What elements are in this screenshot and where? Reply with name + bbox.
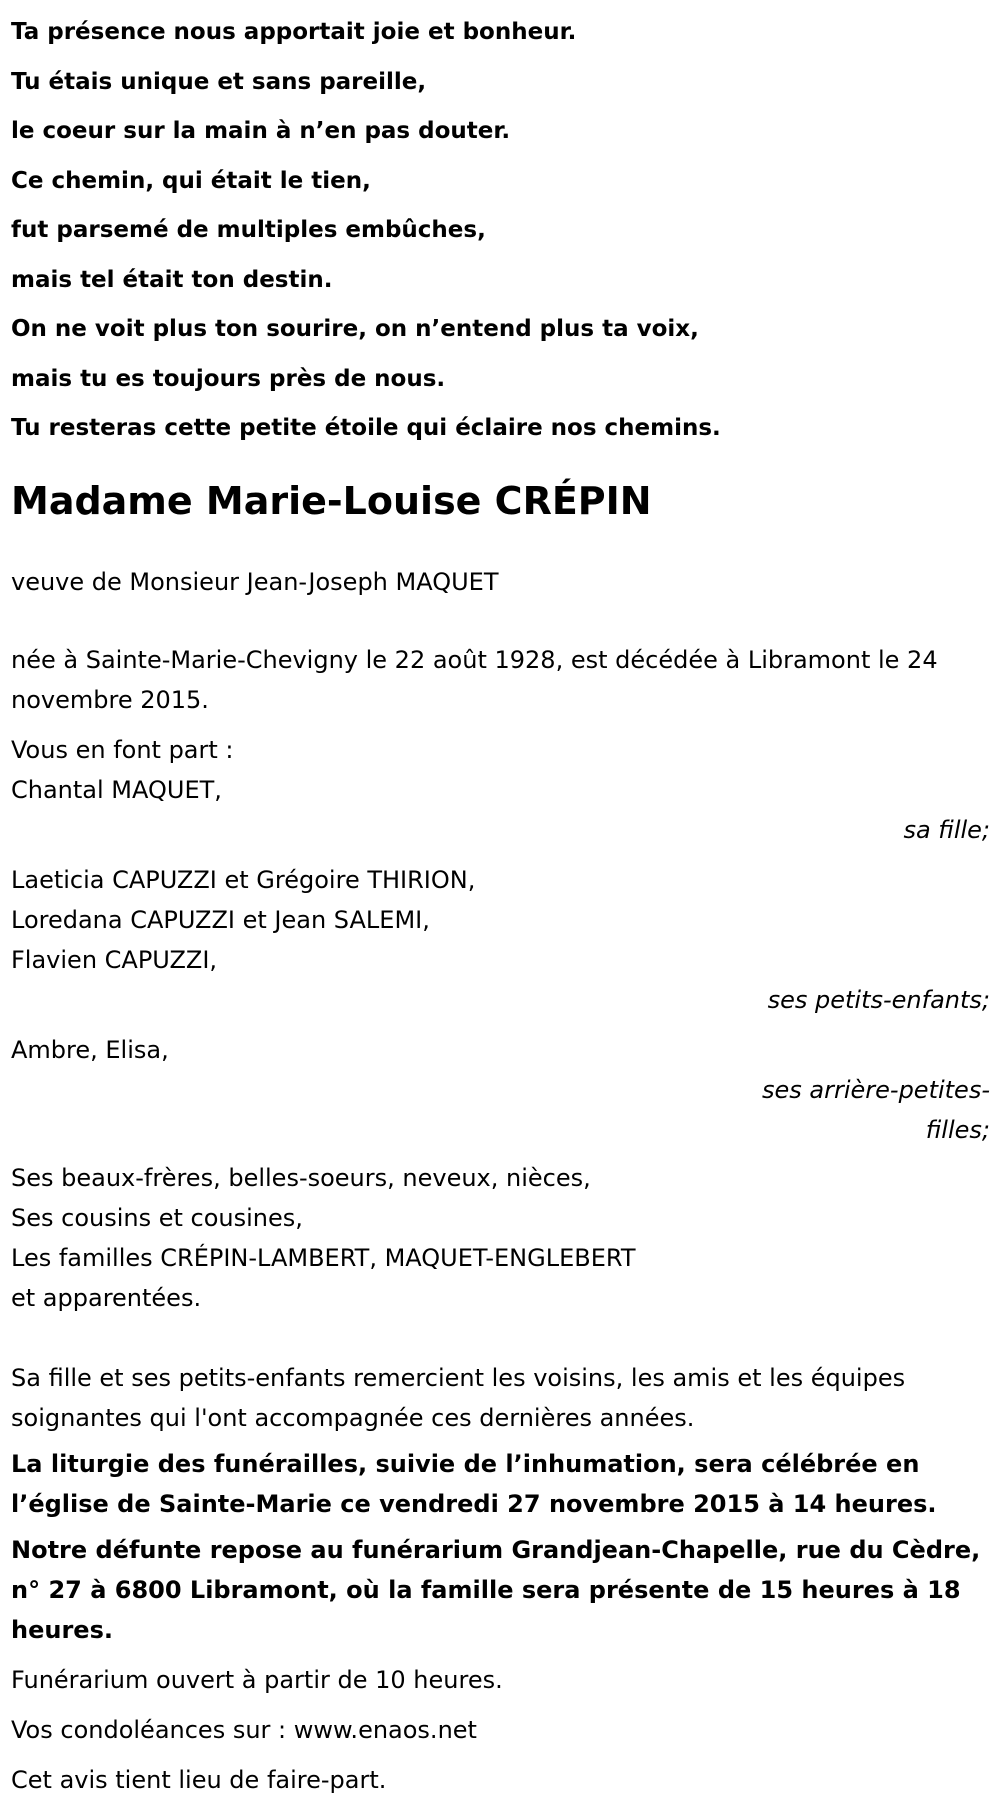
thanks-text: Sa fille et ses petits-enfants remercient les voisins, les amis et les équipes soignantes qui l'ont accompagnée ces dernières années.	[11, 1363, 906, 1432]
great-grandchildren-group	[11, 1030, 990, 1150]
poem-line: Ce chemin, qui était le tien,	[11, 167, 371, 194]
deceased-name: Madame Marie-Louise CRÉPIN	[11, 478, 652, 523]
poem-line: mais tu es toujours près de nous.	[11, 365, 446, 392]
repose-info: Notre défunte repose au funérarium Grandjean-Chapelle, rue du Cèdre, n° 27 à 6800 Libramont, où la famille sera présente de 15 heures à 18 heures.	[11, 1535, 981, 1644]
announcement-intro: Vous en font part :	[11, 735, 234, 764]
relation-label: sa fille;	[903, 815, 990, 844]
family-line: Ses cousins et cousines,	[11, 1203, 303, 1232]
poem-line: fut parsemé de multiples embûches,	[11, 217, 486, 243]
poem-line: mais tel était ton destin.	[11, 266, 333, 293]
poem	[11, 0, 990, 454]
family-member: Loredana CAPUZZI et Jean SALEMI,	[11, 905, 430, 934]
opening-hours: Funérarium ouvert à partir de 10 heures.	[11, 1665, 503, 1694]
poem-line: le coeur sur la main à n’en pas douter.	[11, 118, 511, 144]
extended-family	[11, 1158, 990, 1318]
family-member: Ambre, Elisa,	[11, 1035, 169, 1064]
daughter-group	[11, 770, 990, 850]
funeral-info: La liturgie des funérailles, suivie de l’inhumation, sera célébrée en l’église de Sainte-Marie ce vendredi 27 novembre 2015 à 14 heures.	[11, 1449, 937, 1518]
family-announcement	[11, 730, 990, 1318]
poem-line: On ne voit plus ton sourire, on n’entend plus ta voix,	[11, 316, 699, 342]
family-member: Chantal MAQUET,	[11, 775, 222, 804]
condolences-link: Vos condoléances sur : www.enaos.net	[11, 1715, 477, 1744]
family-line: Ses beaux-frères, belles-soeurs, neveux, nièces,	[11, 1163, 591, 1192]
family-line: et apparentées.	[11, 1283, 202, 1312]
notice-text: Cet avis tient lieu de faire-part.	[11, 1765, 387, 1794]
relation-label: ses arrière-petites-filles;	[762, 1075, 990, 1144]
birth-death-info: née à Sainte-Marie-Chevigny le 22 août 1928, est décédée à Libramont le 24 novembre 2015.	[11, 645, 938, 714]
poem-line: Tu resteras cette petite étoile qui éclaire nos chemins.	[11, 415, 721, 441]
widow-of: veuve de Monsieur Jean-Joseph MAQUET	[11, 567, 499, 596]
family-line: Les familles CRÉPIN-LAMBERT, MAQUET-ENGLEBERT	[11, 1243, 636, 1272]
grandchildren-group	[11, 860, 990, 1020]
poem-line: Tu étais unique et sans pareille,	[11, 68, 427, 95]
family-member: Flavien CAPUZZI,	[11, 945, 218, 974]
relation-label: ses petits-enfants;	[767, 985, 990, 1014]
poem-line: Ta présence nous apportait joie et bonheur.	[11, 19, 577, 45]
family-member: Laeticia CAPUZZI et Grégoire THIRION,	[11, 865, 476, 894]
